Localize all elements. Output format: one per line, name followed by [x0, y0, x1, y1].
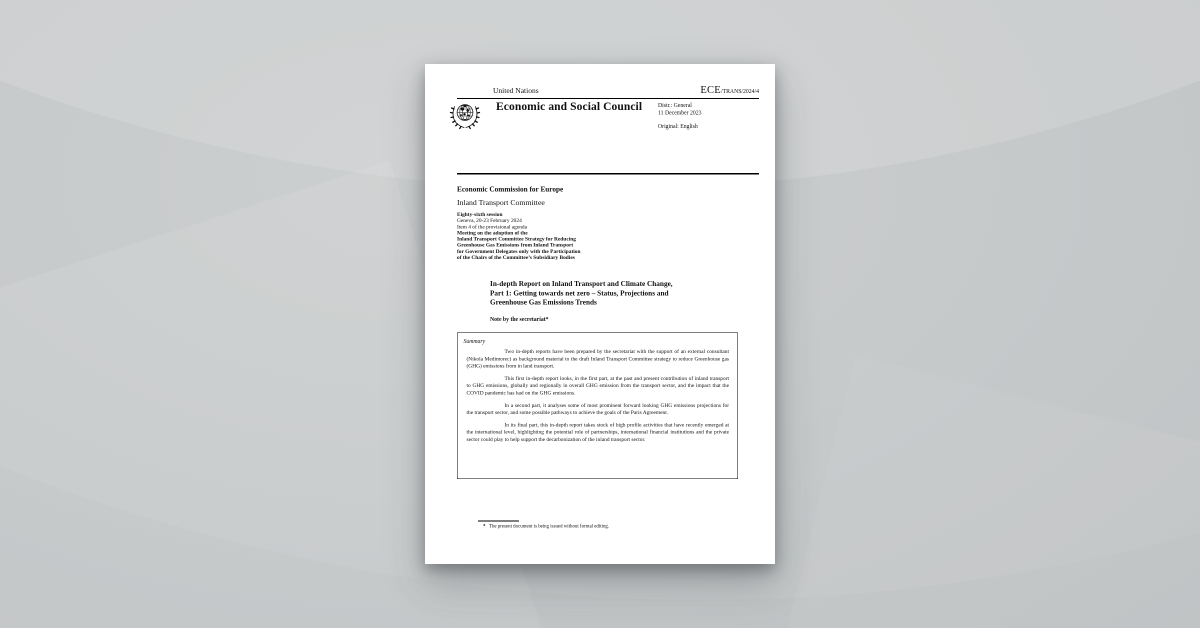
united-nations-label: United Nations: [493, 87, 539, 95]
agenda-line: Meeting on the adoption of the: [457, 229, 528, 236]
report-title-line: Part 1: Getting towards net zero – Status, Projections and: [490, 289, 669, 298]
summary-body: [467, 348, 730, 443]
header-rule-thin: [457, 98, 759, 99]
summary-paragraph: Two in-depth reports have been prepared by the secretariat with the support of an external consultant (Nikola Medimorec) as background material to the draft Inland Transport Committee strategy to reduce Greenhouse gas (GHG) emissions from in land transport.: [466, 348, 729, 370]
agenda-line: for Government Delegates only with the Participation: [457, 248, 581, 255]
session-location-date: Geneva, 20-23 February 2024: [457, 217, 522, 224]
agenda-line: Inland Transport Committee Strategy for Reducing: [457, 236, 576, 243]
distr-date: 11 December 2023: [658, 109, 702, 116]
agenda-line: Greenhouse Gas Emissions from Inland Transport: [457, 242, 574, 249]
report-title: [490, 280, 740, 308]
summary-paragraph: This first in-depth report looks, in the first part, at the past and present contribution of inland transport to GHG emissions, globally and regionally in overall GHG emission from the transport sector, and the impact that the COVID pandemic has had on the GHG emissions.: [466, 375, 729, 396]
document-symbol: [700, 84, 759, 97]
agenda-item: Item 4 of the provisional agenda: [457, 223, 528, 230]
summary-paragraph: In a second part, it analyses some of most prominent forward looking GHG emissions projections for the transport sector, and some possible pathways to achieve the goals of the Paris Agreement.: [466, 402, 729, 416]
distribution-block: [658, 102, 702, 130]
agenda-line: of the Chairs of the Committee’s Subsidiary Bodies: [457, 254, 575, 261]
masthead-row: [457, 84, 759, 97]
header-rule-thick: [457, 173, 759, 175]
committee-name: Inland Transport Committee: [457, 198, 545, 207]
commission-name: Economic Commission for Europe: [457, 185, 564, 194]
footnote-marker: *: [483, 523, 486, 529]
council-title: Economic and Social Council: [496, 100, 643, 113]
document-page: [425, 64, 775, 564]
session-number: Eighty-sixth session: [457, 211, 503, 218]
summary-label: Summary: [463, 338, 486, 345]
footnote-rule: [478, 521, 519, 522]
footnote: [478, 524, 728, 530]
report-title-line: In-depth Report on Inland Transport and Climate Change,: [490, 280, 673, 288]
note-by-secretariat: Note by the secretariat*: [490, 316, 549, 323]
original-language: Original: English: [658, 123, 698, 130]
report-title-line: Greenhouse Gas Emissions Trends: [490, 298, 597, 307]
document-symbol-main: ECE: [700, 83, 721, 96]
summary-box: [457, 333, 738, 480]
document-symbol-rest: /TRANS/2024/4: [720, 88, 759, 95]
summary-paragraph: In its final part, this in-depth report takes stock of high profile activities that have recently emerged at the international level, highlighting the potential role of partnerships, international financial institutions and the private sector could play to help support the decarbonization of the inland transport sector.: [466, 421, 729, 443]
session-block: [457, 212, 580, 261]
un-emblem-icon: [448, 99, 482, 133]
distr-line: Distr.: General: [658, 102, 692, 109]
footnote-text: The present document is being issued without formal editing.: [488, 523, 610, 529]
